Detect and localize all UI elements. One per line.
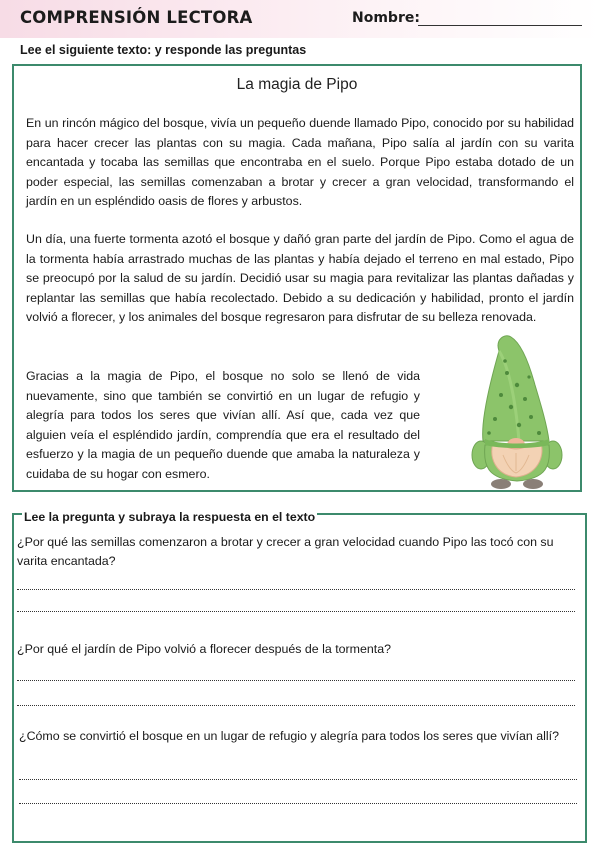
story-title: La magia de Pipo (236, 76, 358, 93)
question-3: ¿Cómo se convirtió el bosque en un lugar de refugio y alegría para todos los seres que vivían allí? (19, 729, 559, 743)
header-banner (0, 0, 600, 38)
name-label: Nombre: (352, 10, 420, 26)
question-1: ¿Por qué las semillas comenzaron a brotar y crecer a gran velocidad cuando Pipo las tocó con su varita encantada? (17, 535, 554, 568)
answer-line-3a[interactable] (19, 779, 577, 780)
story-paragraph-3: Gracias a la magia de Pipo, el bosque no solo se llenó de vida nuevamente, sino que también se convirtió en un lugar de refugio y alegría para todos los seres que vivían allí. Así que, cada vez que alguien veía el espléndido jardín, comprendía que era el resultado del esfuerzo y la magia de un pequeño duende que amaba la naturaleza y cuidaba de su hogar con esmero. (26, 369, 420, 481)
name-field-line[interactable] (418, 25, 582, 26)
questions-box (12, 510, 587, 843)
answer-line-1b[interactable] (17, 611, 575, 612)
answer-line-3b[interactable] (19, 803, 577, 804)
answer-line-1a[interactable] (17, 589, 575, 590)
answer-line-2b[interactable] (17, 705, 575, 706)
story-paragraph-1: En un rincón mágico del bosque, vivía un pequeño duende llamado Pipo, conocido por su habilidad para hacer crecer las plantas con su magia. Cada mañana, Pipo salía al jardín con su varita encantada y tocaba las semillas que encontraba en el suelo. Porque Pipo estaba dotado de un poder especial, las semillas comenzaban a brotar y crecer a gran velocidad, transformando el jardín en un espléndido oasis de flores y arbustos. (26, 116, 574, 209)
questions-heading: Lee la pregunta y subraya la respuesta en el texto (24, 510, 316, 524)
question-2: ¿Por qué el jardín de Pipo volvió a florecer después de la tormenta? (17, 642, 392, 656)
worksheet-title: COMPRENSIÓN LECTORA (20, 8, 253, 27)
reading-instruction: Lee el siguiente texto: y responde las preguntas (20, 43, 307, 57)
story-box (12, 64, 582, 492)
answer-line-2a[interactable] (17, 680, 575, 681)
gnome-illustration (459, 333, 574, 493)
story-paragraph-2: Un día, una fuerte tormenta azotó el bosque y dañó gran parte del jardín de Pipo. Como el agua de la tormenta había arrastrado muchas de las plantas y había dejado el terreno en mal estado, Pipo se preocupó por la salud de su jardín. Decidió usar su magia para revitalizar las plantas dañadas y replantar las semillas que había recolectado. Debido a su dedicación y habilidad, pronto el jardín volvió a florecer, y los animales del bosque regresaron para disfrutar de su belleza renovada. (26, 232, 574, 325)
